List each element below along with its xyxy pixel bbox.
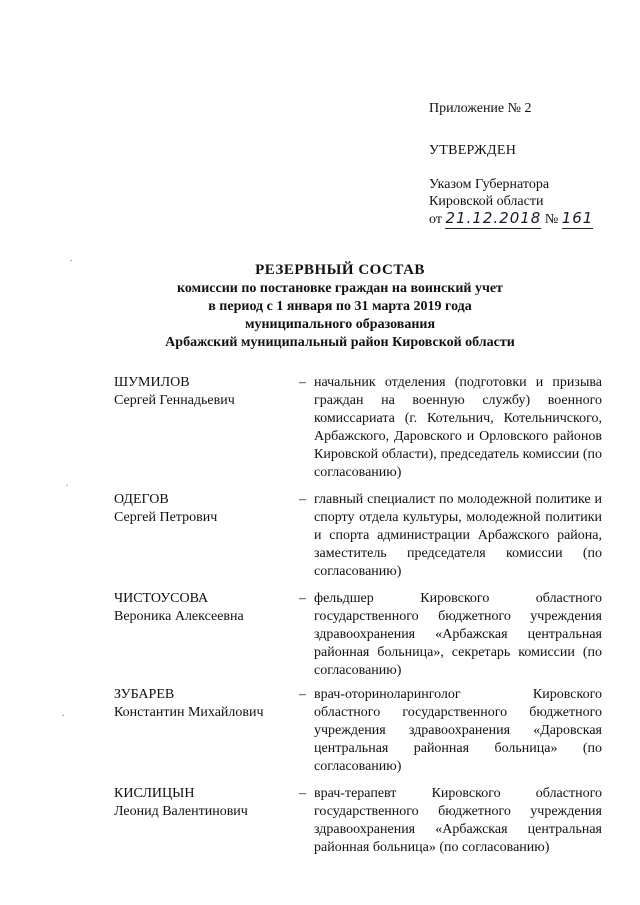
- approved-label: УТВЕРЖДЕН: [429, 143, 517, 158]
- decree-date-line: [429, 210, 593, 227]
- member-given-name: Вероника Алексеевна: [114, 609, 244, 624]
- decree-reference: [429, 176, 593, 227]
- member-name: [114, 491, 294, 527]
- handwritten-number: 161: [561, 209, 594, 227]
- handwritten-date: 21.12.2018: [445, 209, 542, 227]
- member-given-name: Сергей Геннадьевич: [114, 393, 235, 408]
- member-surname: ШУМИЛОВ: [114, 375, 190, 390]
- dash-separator: –: [299, 687, 306, 702]
- title-line-4: Арбажский муниципальный район Кировской области: [165, 335, 515, 350]
- scan-speck: .: [66, 478, 69, 489]
- decree-line-1: Указом Губернатора: [429, 177, 550, 192]
- number-field: [562, 210, 594, 229]
- member-given-name: Леонид Валентинович: [114, 804, 248, 819]
- date-prefix: от: [429, 212, 442, 227]
- decree-line-2: Кировской области: [429, 194, 544, 209]
- member-description: врач-терапевт Кировского областного государственного бюджетного учреждения здравоохранения «Арбажская центральная районная больница» (по согласованию): [314, 786, 602, 855]
- member-surname: ЗУБАРЕВ: [114, 687, 175, 702]
- date-field: [445, 210, 541, 229]
- dash-separator: –: [299, 375, 306, 390]
- dash-separator: –: [299, 786, 306, 801]
- scan-speck: .: [62, 708, 65, 719]
- title-line-3: муниципального образования: [244, 317, 436, 332]
- title-line-1: комиссии по постановке граждан на воинский учет: [177, 281, 503, 296]
- dash-separator: –: [299, 591, 306, 606]
- title-main: РЕЗЕРВНЫЙ СОСТАВ: [255, 262, 425, 278]
- member-description: начальник отделения (подготовки и призыва граждан на военную службу) военного комиссариата (г. Котельнич, Котельничского, Арбажского, Даровского и Орловского районов Кировской области), председатель комиссии (по согласованию): [314, 375, 602, 480]
- member-name: [114, 785, 294, 821]
- title-line-2: в период с 1 января по 31 марта 2019 года: [208, 299, 472, 314]
- member-surname: КИСЛИЦЫН: [114, 786, 195, 801]
- member-name: [114, 686, 294, 722]
- member-surname: ЧИСТОУСОВА: [114, 591, 209, 606]
- member-description: фельдшер Кировского областного государственного бюджетного учреждения здравоохранения «Арбажская центральная районная больница», секретарь комиссии (по согласованию): [314, 591, 602, 678]
- member-given-name: Константин Михайлович: [114, 705, 264, 720]
- member-description: врач-оториноларинголог Кировского областного государственного бюджетного учреждения здравоохранения «Даровская центральная районная больница» (по согласованию): [314, 687, 602, 774]
- document-title: [150, 260, 530, 352]
- member-surname: ОДЕГОВ: [114, 492, 169, 507]
- member-name: [114, 374, 294, 410]
- member-name: [114, 590, 294, 626]
- appendix-label: Приложение № 2: [429, 101, 532, 116]
- scan-speck: .: [70, 253, 73, 264]
- member-given-name: Сергей Петрович: [114, 510, 218, 525]
- dash-separator: –: [299, 492, 306, 507]
- member-description: главный специалист по молодежной политике и спорту отдела культуры, молодежной политики и спорта администрации Арбажского района, заместитель председателя комиссии (по согласованию): [314, 492, 602, 579]
- number-prefix: №: [544, 212, 559, 227]
